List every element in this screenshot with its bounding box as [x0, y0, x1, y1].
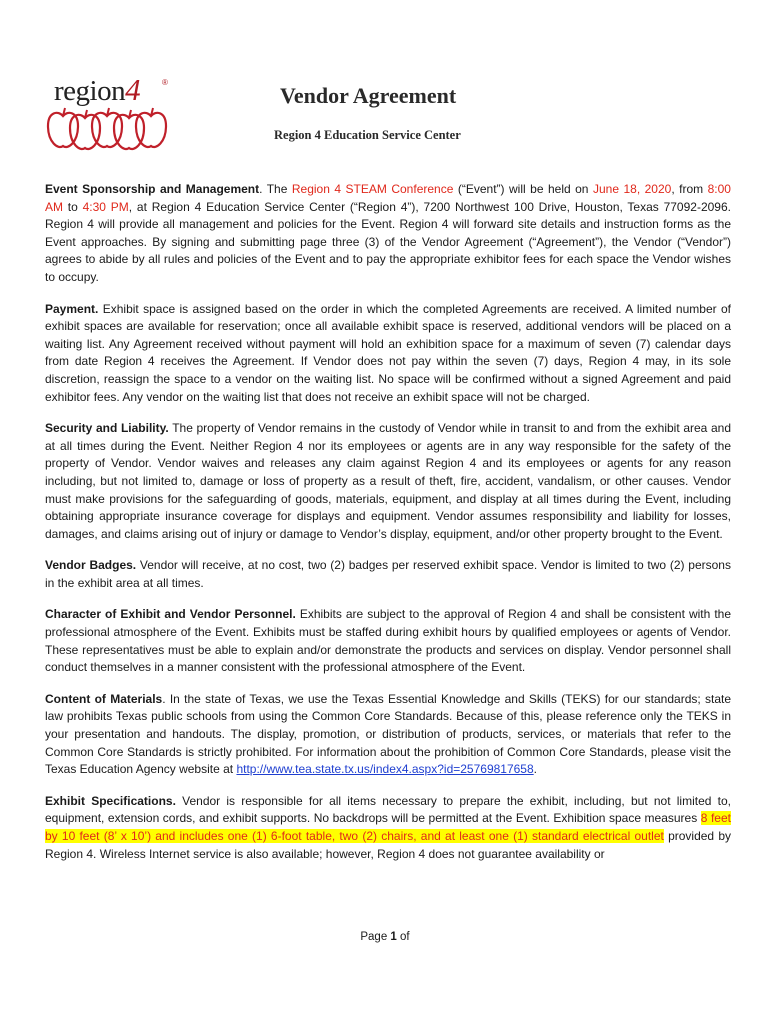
security-heading: Security and Liability.: [45, 421, 169, 436]
character-section: Character of Exhibit and Vendor Personnel. Exhibits are subject to the approval of Region 4 and shall be consistent with the professional atmosphere of the Event. Exhibits must be staffed during exhibit hours by qualified employees or agents of Vendor. These representatives must be able to explain and/or demonstrate the products and services on display. Vendor personnel shall conduct themselves in a manner consistent with the professional atmosphere of the Event.: [45, 607, 731, 675]
space-specs-highlight: 8 feet by 10 feet (8’ x 10’) and includes one (1) 6-foot table, two (2) chairs, and at least one (1) standard electrical outlet: [45, 811, 731, 843]
badges-section: Vendor Badges. Vendor will receive, at no cost, two (2) badges per reserved exhibit space. Vendor is limited to two (2) persons in the exhibit area at all times.: [45, 558, 731, 590]
event-name: Region 4 STEAM Conference: [291, 182, 454, 196]
specs-section: Exhibit Specifications. Vendor is responsible for all items necessary to prepare the exhibit, including, but not limited to, equipment, extension cords, and exhibit supports. No backdrops will be permitted at the Event. Exhibition space measures 8 feet by 10 feet (8’ x 10’) and includes one (1) 6-foot table, two (2) chairs, and at least one (1) standard electrical outlet provided by Region 4. Wireless Internet service is also available; however, Region 4 does not guarantee availability or: [45, 793, 732, 861]
region4-logo: [44, 74, 172, 156]
page-footer: Page 1 of: [360, 931, 410, 943]
agreement-body: [45, 181, 731, 877]
content-heading: Content of Materials: [45, 691, 163, 706]
payment-heading: Payment.: [45, 301, 99, 316]
tea-website-link[interactable]: http://www.tea.state.tx.us/index4.aspx?id=25769817658: [236, 762, 534, 777]
page-subtitle: Region 4 Education Service Center: [274, 128, 461, 142]
registered-mark: ®: [162, 78, 168, 87]
page-title: Vendor Agreement: [280, 83, 457, 108]
event-end-time: 4:30 PM: [82, 199, 129, 214]
apples-icon: [44, 104, 172, 156]
logo-wordmark: region4: [54, 72, 141, 107]
event-heading: Event Sponsorship and Management: [45, 182, 260, 196]
event-date: June 18, 2020: [592, 182, 672, 196]
badges-heading: Vendor Badges.: [45, 558, 137, 573]
specs-heading: Exhibit Specifications.: [45, 793, 176, 808]
payment-section: Payment. Exhibit space is assigned based on the order in which the completed Agreements are received. A limited number of exhibit spaces are available for reservation; once all available exhibit space is reserved, additional vendors will be placed on a waiting list. Any Agreement received without payment will hold an exhibition space for a maximum of seven (7) calendar days from date Region 4 receives the Agreement. If Vendor does not pay within the seven (7) days, Region 4 may, in its sole discretion, reassign the space to a vendor on the waiting list. No space will be confirmed without a signed Agreement and paid exhibitor fees. Any vendor on the waiting list that does not receive an exhibit space will not be charged.: [45, 301, 731, 404]
security-section: Security and Liability. The property of Vendor remains in the custody of Vendor while in transit to and from the exhibit area and at all times during the Event. Neither Region 4 nor its employees or agents are in any way responsible for the safety of the property of Vendor. Vendor waives and releases any claim against Region 4 and its employees or agents for any reason including, but not limited to, damage or loss of property as a result of theft, fire, accident, vandalism, or other causes. Vendor must make provisions for the safeguarding of goods, materials, equipment, and display at all times during the Event, including obtaining appropriate insurance coverage for displays and equipment. Vendor assumes responsibility and liability for losses, damages, and claims arising out of injury or damage to Vendor’s display, equipment, and/or other property brought to the Event.: [45, 421, 732, 541]
event-start-time: 8:00 AM: [45, 182, 731, 214]
page-number: 1: [390, 931, 397, 943]
character-heading: Character of Exhibit and Vendor Personnel.: [45, 607, 296, 622]
event-section: Event Sponsorship and Management. The Region 4 STEAM Conference (“Event”) will be held on June 18, 2020, from 8:00 AM to 4:30 PM, at Region 4 Education Service Center (“Region 4”), 7200 Northwest 100 Drive, Houston, Texas 77092-2096. Region 4 will provide all management and policies for the Event. Region 4 will forward site details and instruction forms as the Event approaches. By signing and submitting page three (3) of the Vendor Agreement (“Agreement”), the Vendor (“Vendor”) agrees to abide by all rules and policies of the Event and to pay the appropriate exhibitor fees for each space the Vendor wishes to occupy.: [45, 182, 731, 284]
content-section: Content of Materials. In the state of Texas, we use the Texas Essential Knowledge and Skills (TEKS) for our standards; state law prohibits Texas public schools from using the Common Core Standards. Because of this, please reference only the TEKS in your presentation and handouts. The display, promotion, or distribution of products, services, or materials that refer to the Common Core Standards is strictly prohibited. For information about the prohibition of Common Core Standards, please visit the Texas Education Agency website at http://www.tea.state.tx.us/index4.aspx?id=25769817658.: [45, 691, 731, 777]
